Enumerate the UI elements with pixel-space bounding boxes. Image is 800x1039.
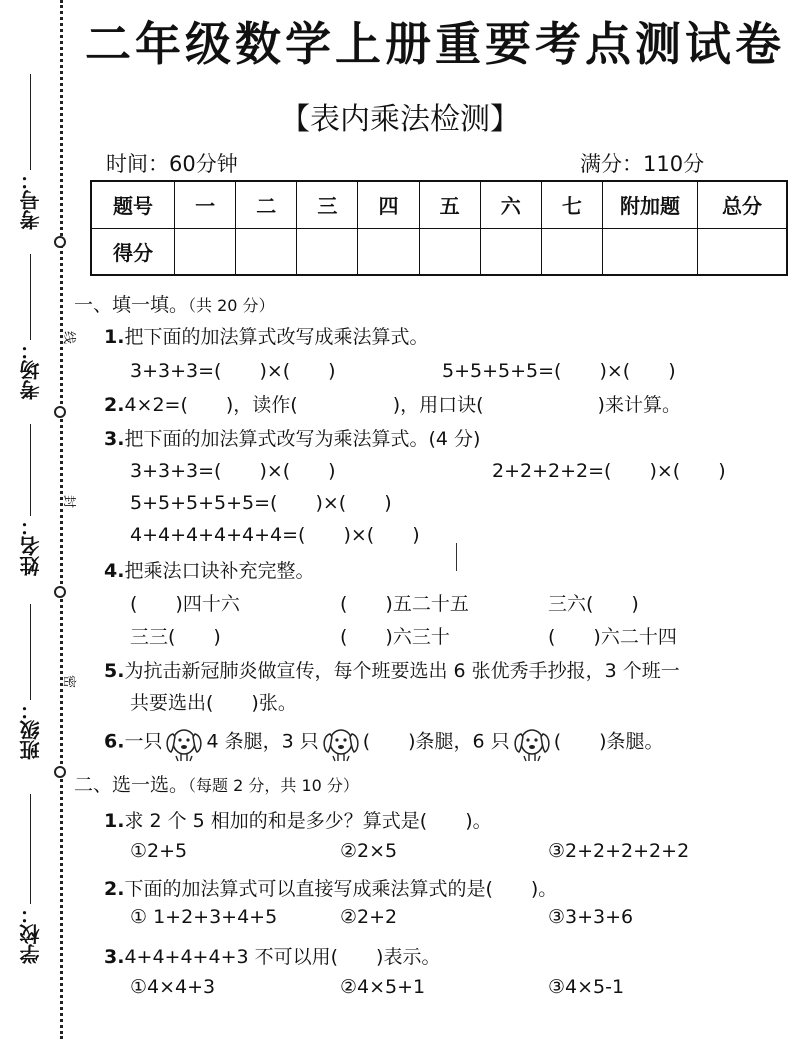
section-title: 一、填一填。: [74, 294, 189, 316]
score-table-header-row: [91, 181, 787, 228]
table-cell: 七: [541, 181, 602, 228]
binding-mark: 密: [61, 674, 77, 689]
score-input-cell[interactable]: [358, 228, 419, 275]
class-field[interactable]: [10, 600, 50, 760]
score-input-cell[interactable]: [541, 228, 602, 275]
dog-icon: [510, 722, 554, 762]
question-text: 求 2 个 5 相加的和是多少？算式是( )。: [124, 810, 492, 832]
table-cell: 得分: [91, 228, 175, 275]
question-text: 把下面的加法算式改写成乘法算式。: [124, 326, 429, 348]
choice-option[interactable]: ②2×5: [340, 840, 398, 862]
question-1-3: [104, 424, 480, 451]
binding-dotted-line: [60, 0, 63, 1039]
question-text: 一只: [124, 730, 163, 753]
section-title: 二、选一选。: [74, 774, 189, 796]
question-1-4: [104, 556, 314, 583]
choice-option[interactable]: ③4×5-1: [548, 976, 625, 998]
section-2-heading: [74, 770, 359, 797]
question-number: 5.: [104, 660, 125, 682]
school-label: 学校：: [18, 904, 43, 964]
question-text: ( )条腿。: [553, 730, 664, 753]
question-2-2[interactable]: [104, 874, 557, 901]
class-label: 班级：: [18, 700, 43, 760]
question-1-2[interactable]: [104, 390, 681, 417]
question-text: 4 条腿，3 只: [206, 730, 319, 753]
equation[interactable]: 5+5+5+5+5=( )×( ): [130, 492, 392, 514]
table-cell: 二: [236, 181, 297, 228]
table-cell: 附加题: [603, 181, 698, 228]
name-label: 姓名：: [18, 516, 43, 576]
binding-hole: [54, 766, 66, 778]
question-number: 2.: [104, 394, 125, 416]
equation[interactable]: 3+3+3=( )×( ): [130, 460, 336, 482]
question-number: 3.: [104, 946, 125, 968]
score-input-cell[interactable]: [236, 228, 297, 275]
question-number: 4.: [104, 560, 125, 582]
question-number: 2.: [104, 878, 125, 900]
table-cell: 六: [480, 181, 541, 228]
choice-option[interactable]: ②4×5+1: [340, 976, 426, 998]
table-cell: 四: [358, 181, 419, 228]
choice-option[interactable]: ③2+2+2+2+2: [548, 840, 690, 862]
page-subtitle: 【表内乘法检测】: [280, 102, 520, 137]
equation[interactable]: 4+4+4+4+4+4=( )×( ): [130, 524, 420, 546]
dog-icon: [162, 722, 206, 762]
section-points: （共 20 分）: [188, 296, 275, 315]
exam-time: 时间：60分钟: [106, 152, 238, 176]
question-number: 1.: [104, 810, 125, 832]
multiplication-rhyme[interactable]: ( )六三十: [340, 626, 450, 648]
question-2-1[interactable]: [104, 806, 492, 833]
full-score: 满分：110分: [580, 152, 705, 176]
question-text: 4×2=( )，读作( )，用口诀( )来计算。: [124, 394, 681, 416]
section-points: （每题 2 分，共 10 分）: [188, 776, 359, 795]
score-input-cell[interactable]: [175, 228, 236, 275]
choice-option[interactable]: ① 1+2+3+4+5: [130, 906, 278, 928]
equation[interactable]: 5+5+5+5=( )×( ): [442, 360, 676, 382]
question-text: 为抗击新冠肺炎做宣传，每个班要选出 6 张优秀手抄报，3 个班一: [124, 660, 680, 682]
multiplication-rhyme[interactable]: ( )五二十五: [340, 593, 469, 615]
question-text: 4+4+4+4+3 不可以用( )表示。: [124, 946, 441, 968]
score-table-score-row: [91, 228, 787, 275]
question-text: 把下面的加法算式改写为乘法算式。(4 分): [124, 428, 481, 450]
question-number: 6.: [104, 730, 125, 753]
section-1-heading: [74, 290, 275, 317]
choice-option[interactable]: ②2+2: [340, 906, 398, 928]
school-field[interactable]: [10, 790, 50, 964]
score-input-cell[interactable]: [419, 228, 480, 275]
table-cell: 三: [297, 181, 358, 228]
question-text: 把乘法口诀补充完整。: [124, 560, 315, 582]
score-input-cell[interactable]: [603, 228, 698, 275]
multiplication-rhyme[interactable]: ( )六二十四: [548, 626, 677, 648]
exam-room-label: 考场：: [18, 340, 43, 400]
question-number: 3.: [104, 428, 125, 450]
table-cell: 总分: [698, 181, 788, 228]
exam-number-label: 考号：: [18, 170, 43, 230]
score-input-cell[interactable]: [297, 228, 358, 275]
name-field[interactable]: [10, 420, 50, 576]
question-2-3[interactable]: [104, 942, 440, 969]
page-title: 二年级数学上册重要考点测试卷: [85, 17, 785, 71]
table-cell: 题号: [91, 181, 175, 228]
score-table: [90, 180, 788, 276]
choice-option[interactable]: ①4×4+3: [130, 976, 216, 998]
binding-hole: [54, 406, 66, 418]
exam-number-field[interactable]: [10, 70, 50, 230]
exam-room-field[interactable]: [10, 250, 50, 400]
question-text-continued[interactable]: 共要选出( )张。: [130, 692, 297, 714]
multiplication-rhyme[interactable]: 三三( ): [130, 626, 221, 648]
table-cell: 一: [175, 181, 236, 228]
score-input-cell[interactable]: [480, 228, 541, 275]
binding-hole: [54, 586, 66, 598]
question-number: 1.: [104, 326, 125, 348]
binding-hole: [54, 236, 66, 248]
question-text: 下面的加法算式可以直接写成乘法算式的是( )。: [124, 878, 558, 900]
question-1-5: [104, 656, 680, 683]
binding-mark: 线: [61, 330, 77, 345]
multiplication-rhyme[interactable]: ( )四十六: [130, 593, 240, 615]
binding-mark: 封: [61, 494, 77, 509]
text-cursor: [456, 543, 457, 571]
question-1-1: [104, 322, 428, 349]
score-input-cell[interactable]: [698, 228, 788, 275]
dog-icon: [319, 722, 363, 762]
choice-option[interactable]: ③3+3+6: [548, 906, 634, 928]
multiplication-rhyme[interactable]: 三六( ): [548, 593, 639, 615]
question-text: ( )条腿，6 只: [362, 730, 510, 753]
equation[interactable]: 2+2+2+2=( )×( ): [492, 460, 726, 482]
question-1-6[interactable]: [104, 722, 664, 762]
table-cell: 五: [419, 181, 480, 228]
equation[interactable]: 3+3+3=( )×( ): [130, 360, 336, 382]
choice-option[interactable]: ①2+5: [130, 840, 188, 862]
